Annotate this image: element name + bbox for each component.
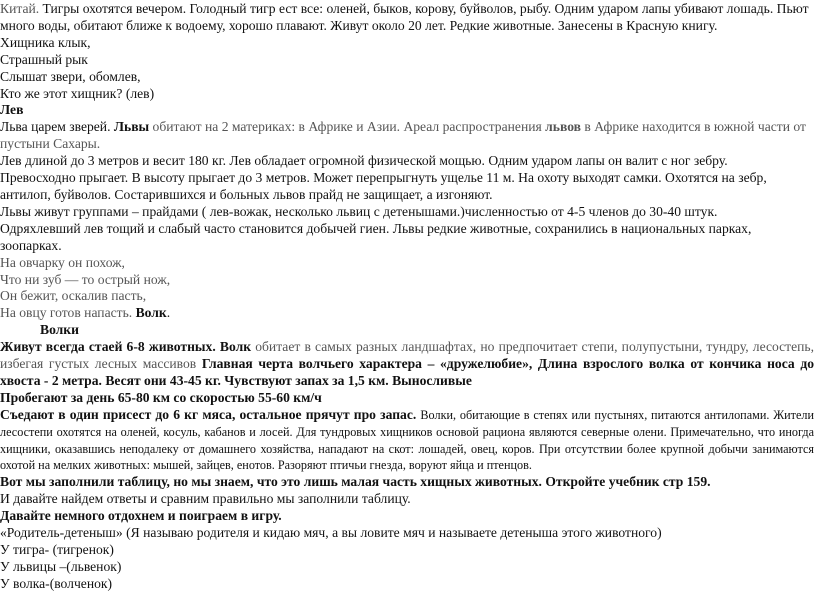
lion-p1-e: в Африке находится в южной части от пустыни Сахары. [0, 119, 806, 152]
tiger-riddle-answer: (лев) [125, 85, 155, 101]
wolf-riddle-line-1: На овчарку он похож, [0, 254, 125, 270]
game-answer-2: У львицы –(львенок) [0, 558, 122, 574]
wolf-riddle-end: . [166, 305, 171, 321]
tiger-riddle-line-1: Хищника клык, [0, 34, 91, 50]
lion-paragraph-4: Львы живут группами – прайдами ( лев-вожак, несколько львиц с детенышами.)численностью от 4-5 членов до 30-40 штук. [0, 203, 718, 219]
lion-paragraph-1 [0, 119, 814, 153]
tiger-riddle-line-4 [0, 86, 814, 103]
tiger-intro-region: Китай. [0, 1, 40, 16]
wolf-riddle-answer: Волк [135, 305, 167, 321]
wolf-p1-c: обитает в самых разных ландшафтах, но предпочитает степи, полупустыни, тундру, лесостепь, избегая густых лесных массивов [0, 339, 814, 372]
wolf-p1-b: Волк [219, 339, 252, 355]
lion-p1-c: обитают на 2 материках: в Африке и Азии. Ареал распространения [149, 119, 546, 135]
lion-paragraph-3: Превосходно прыгает. В высоту прыгает до 3 метров. Может перепрыгнуть ущелье 11 м. На охоту выходят самки. Охотятся на зебр, антилоп, буйволов. Состарившихся и больных львов прайд не защищает, а изгоняют. [0, 170, 767, 202]
game-answer-3: У волка-(волченок) [0, 575, 113, 591]
lion-paragraph-5: Одряхлевший лев тощий и слабый часто становится добычей гиен. Львы редкие животные, сохранились в национальных парках, зоопарках. [0, 220, 752, 253]
lion-p1-a: Льва царем зверей. [0, 119, 114, 135]
task-line-1 [0, 474, 814, 491]
task-line-3: Давайте немного отдохнем и поиграем в игру. [0, 508, 282, 524]
wolf-p3-b: Волки, обитающие в степях или пустынях, питаются антилопами. Жители лесостепи охотятся на оленей, косуль, кабанов и лосей. Для тундровых хищников основой рациона являются северные олени. Примечательно, что иногда хищники, оказавшись неподалеку от домашнего хозяйства, нападают на скот: лошадей, овец, коров. При отсутствии более крупной добычи занимаются охотой на мелких животных: мышей, зайцев, енотов. Разоряют птичьи гнезда, воруют яйца и птенцов. [0, 407, 814, 473]
lion-p1-d: львов [545, 119, 582, 135]
tiger-paragraph [0, 1, 814, 35]
task-textbook-ref: Откройте учебник стр 159. [545, 474, 711, 490]
wolf-riddle-text: На овцу готов напасть. [0, 305, 136, 321]
tiger-riddle-question: Кто же этот хищник? [0, 85, 126, 101]
tiger-riddle-line-2: Страшный рык [0, 51, 88, 67]
wolf-paragraph-1 [0, 339, 814, 390]
task-line-1-text: Вот мы заполнили таблицу, но мы знаем, что это лишь малая часть хищных животных. [0, 474, 546, 490]
task-line-2: И давайте найдем ответы и сравним правильно мы заполнили таблицу. [0, 491, 411, 507]
wolf-paragraph-3 [0, 407, 814, 475]
wolf-riddle-line-2: Что ни зуб — то острый нож, [0, 271, 171, 287]
wolf-p1-a: Живут всегда стаей 6-8 животных. [0, 339, 220, 355]
wolf-p1-d: Главная черта волчьего характера – «дружелюбие», Длина взрослого волка от кончика носа до хвоста - 2 метра. Весят они 43-45 кг. Чувствуют запах за 1,5 км. Выносливые [0, 356, 815, 388]
lion-p1-b: Львы [113, 119, 150, 135]
tiger-riddle-line-3: Слышат звери, обомлев, [0, 68, 141, 84]
wolf-heading: Волки [40, 322, 79, 338]
wolf-riddle-line-4 [0, 305, 814, 322]
task-line-4: «Родитель-детеныш» (Я называю родителя и кидаю мяч, а вы ловите мяч и называете детеныша этого животного) [0, 525, 662, 541]
game-answer-1: У тигра- (тигренок) [0, 542, 114, 557]
wolf-riddle-line-3: Он бежит, оскалив пасть, [0, 288, 147, 304]
tiger-intro-text: Тигры охотятся вечером. Голодный тигр ест все: оленей, быков, корову, буйволов, рыбу. Одним ударом лапы убивают лошадь. Пьют много воды, обитают ближе к водоему, хорошо плавают. Живут около 20 лет. Редкие животные. Занесены в Красную книгу. [0, 1, 809, 33]
wolf-p3-a: Съедают в один присест до 6 кг мяса, остальное прячут про запас. [0, 406, 421, 422]
lion-paragraph-2: Лев длиной до 3 метров и весит 180 кг. Лев обладает огромной физической мощью. Одним ударом лапы он валит с ног зебру. [0, 153, 728, 169]
wolf-paragraph-2: Пробегают за день 65-80 км со скоростью 55-60 км/ч [0, 389, 322, 405]
lion-heading: Лев [0, 102, 24, 118]
